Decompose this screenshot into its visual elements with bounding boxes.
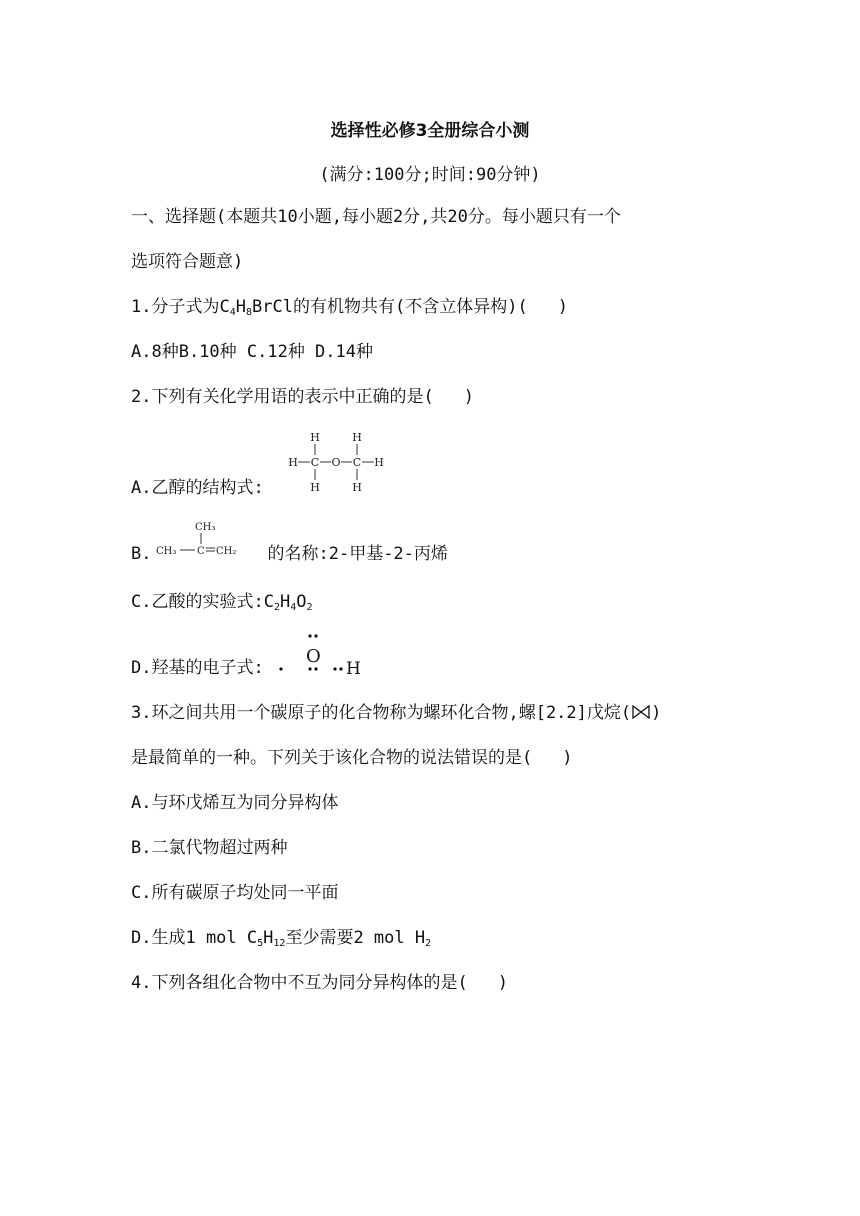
- atom-h: H: [352, 481, 362, 494]
- atom-o: O: [331, 456, 341, 469]
- section-heading-line1: 一、选择题(本题共10小题,每小题2分,共20分。每小题只有一个: [131, 207, 621, 227]
- q1-prefix: 1.分子式为: [131, 297, 220, 317]
- group-ch3: CH₃: [156, 546, 177, 557]
- atom-o: O: [306, 646, 321, 667]
- hydroxyl-electron-formula: [272, 630, 368, 680]
- question-3-line2: 是最简单的一种。下列关于该化合物的说法错误的是( ): [131, 748, 573, 768]
- q1-suffix: 的有机物共有(不含立体异构)(: [293, 297, 528, 317]
- ethanol-structure-diagram: [284, 428, 394, 498]
- atom-h: H: [374, 456, 384, 469]
- atom-h: H: [310, 481, 320, 494]
- atom-c: C: [352, 456, 362, 469]
- atom-h: H: [310, 431, 320, 444]
- q2-option-a-label: A.乙醇的结构式:: [131, 478, 264, 498]
- methylpropene-structure-diagram: [154, 518, 250, 558]
- q3-option-d: D.生成1 mol $C_5H_{12}$至少需要2 mol $H_2$: [131, 928, 432, 949]
- group-ch3: CH₃: [195, 522, 216, 533]
- question-4-stem: 4.下列各组化合物中不互为同分异构体的是( ): [131, 973, 508, 993]
- section-heading-line2: 选项符合题意): [131, 252, 244, 272]
- q3-option-b: B.二氯代物超过两种: [131, 838, 288, 858]
- question-1-options: A.8种B.10种 C.12种 D.14种: [131, 342, 373, 362]
- spiropentane-icon: [631, 701, 651, 725]
- q2-option-b-label: B.: [131, 544, 152, 564]
- atom-h: H: [346, 659, 361, 679]
- question-3-line1: 3.环之间共用一个碳原子的化合物称为螺环化合物,螺[2.2]戊烷( ): [131, 703, 662, 723]
- atom-h: H: [288, 456, 298, 469]
- acetic-acid-empirical-formula: $C_2H_4O_2$: [263, 592, 313, 613]
- q2-option-d-label: D.羟基的电子式:: [131, 658, 264, 678]
- q2-option-c: C.乙酸的实验式$:C_2H_4O_2$: [131, 592, 313, 613]
- q2-option-b-text: 的名称:2-甲基-2-丙烯: [267, 544, 448, 564]
- page-title: 选择性必修3全册综合小测: [330, 121, 530, 141]
- q3-option-c: C.所有碳原子均处同一平面: [131, 883, 339, 903]
- atom-c: C: [197, 546, 205, 557]
- atom-c: C: [310, 456, 320, 469]
- question-1-stem: 1.分子式为$C_4H_8BrCl$的有机物共有(不含立体异构)( ): [131, 297, 568, 318]
- group-ch2: CH₂: [216, 546, 237, 557]
- atom-h: H: [352, 431, 362, 444]
- q3-option-a: A.与环戊烯互为同分异构体: [131, 793, 339, 813]
- page-subtitle: (满分:100分;时间:90分钟): [319, 165, 541, 185]
- q1-formula: $C_4H_8BrCl$: [219, 297, 293, 318]
- question-2-stem: 2.下列有关化学用语的表示中正确的是( ): [131, 387, 474, 407]
